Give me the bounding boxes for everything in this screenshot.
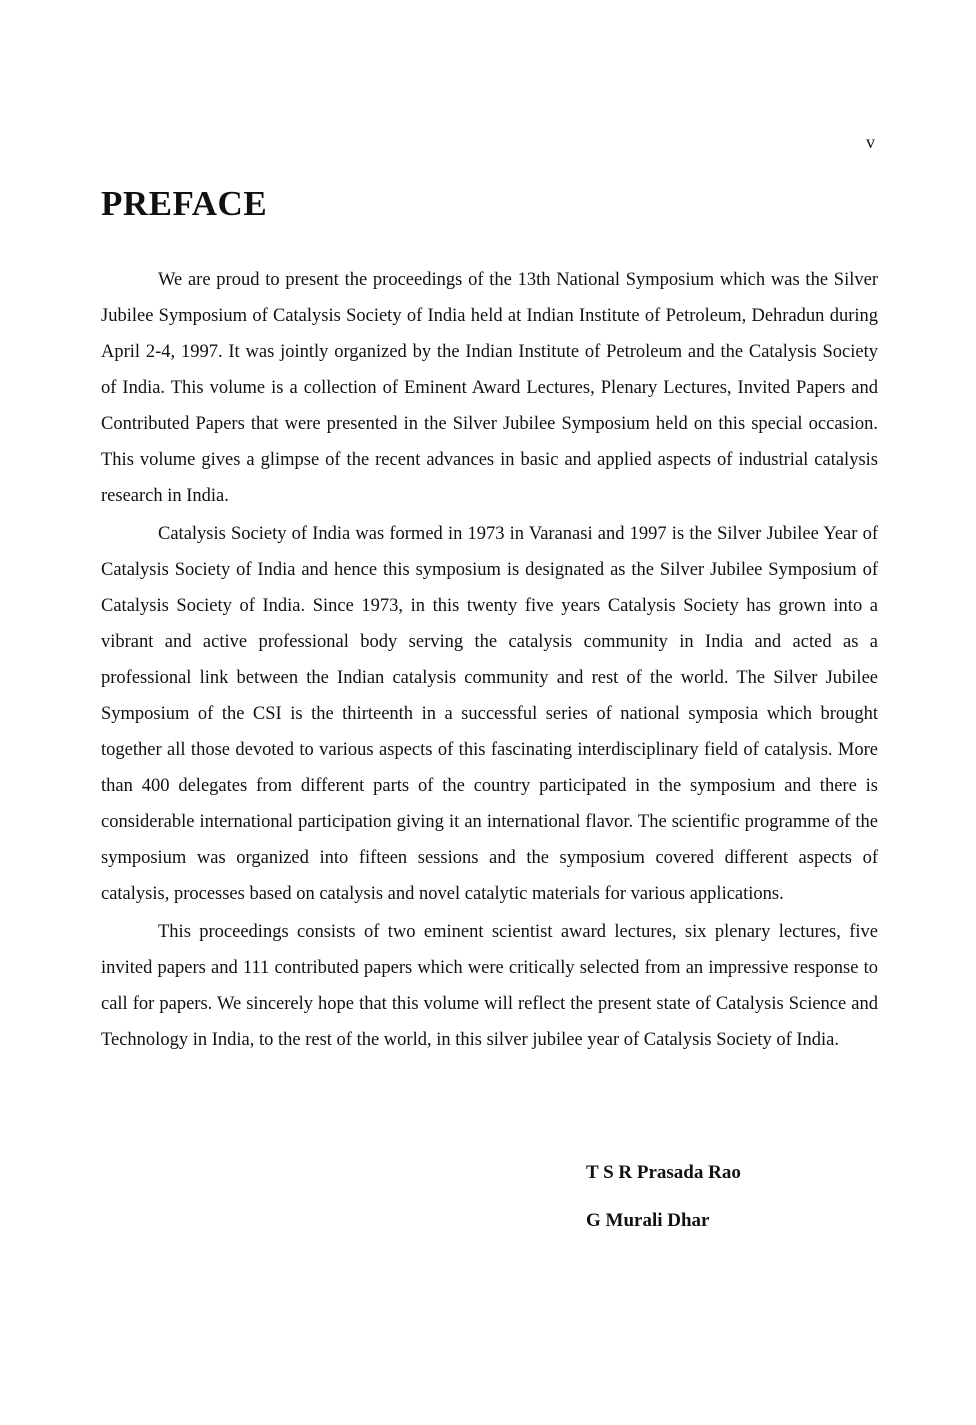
page-title: PREFACE	[101, 184, 268, 223]
paragraph-1: We are proud to present the proceedings of the 13th National Symposium which was the Silver Jubilee Symposium of Catalysis Society of India held at Indian Institute of Petroleum, Dehradun during April 2-4, 1997. It was jointly organized by the Indian Institute of Petroleum and the Catalysis Society of India. This volume is a collection of Eminent Award Lectures, Plenary Lectures, Invited Papers and Contributed Papers that were presented in the Silver Jubilee Symposium held on this special occasion. This volume gives a glimpse of the recent advances in basic and applied aspects of industrial catalysis research in India.	[101, 270, 878, 506]
paragraph-2: Catalysis Society of India was formed in 1973 in Varanasi and 1997 is the Silver Jubilee Year of Catalysis Society of India and hence this symposium is designated as the Silver Jubilee Symposium of Catalysis Society of India. Since 1973, in this twenty five years Catalysis Society has grown into a vibrant and active professional body serving the catalysis community in India and acted as a professional link between the Indian catalysis community and rest of the world. The Silver Jubilee Symposium of the CSI is the thirteenth in a successful series of national symposia which brought together all those devoted to various aspects of this fascinating interdisciplinary field of catalysis. More than 400 delegates from different parts of the country participated in the symposium and there is considerable international participation giving it an international flavor. The scientific programme of the symposium was organized into fifteen sessions and the symposium covered different aspects of catalysis, processes based on catalysis and novel catalytic materials for various applications.	[101, 524, 878, 904]
signatory-2: G Murali Dhar	[586, 1210, 710, 1231]
preface-body	[101, 262, 878, 1058]
paragraph-3: This proceedings consists of two eminent scientist award lectures, six plenary lectures, five invited papers and 111 contributed papers which were critically selected from an impressive response to call for papers. We sincerely hope that this volume will reflect the present state of Catalysis Science and Technology in India, to the rest of the world, in this silver jubilee year of Catalysis Society of India.	[101, 922, 878, 1050]
page-number: v	[866, 132, 875, 152]
signatory-1: T S R Prasada Rao	[586, 1162, 741, 1183]
